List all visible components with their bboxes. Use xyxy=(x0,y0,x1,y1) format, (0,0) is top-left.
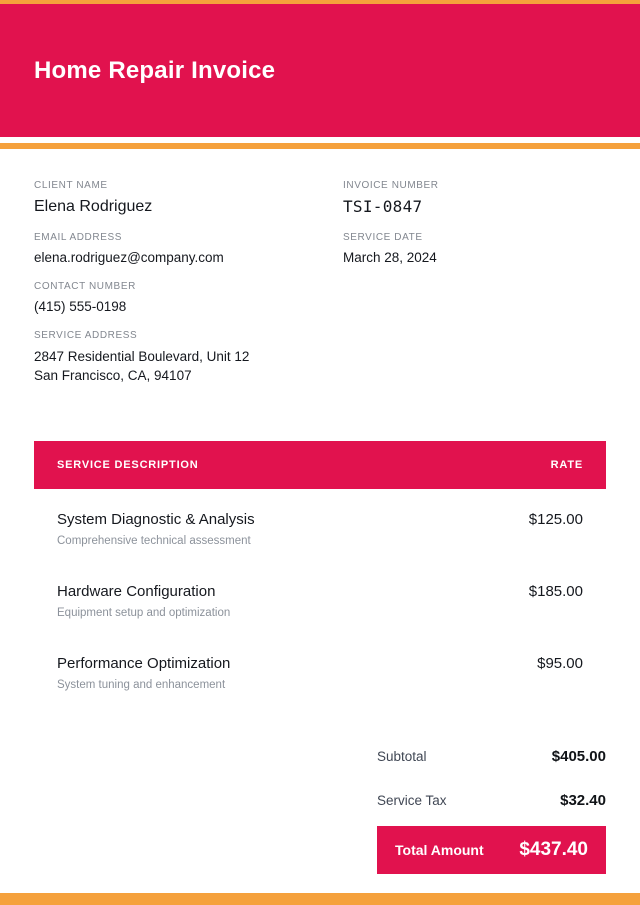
totals-section xyxy=(377,749,606,874)
service-description: System tuning and enhancement xyxy=(57,679,226,691)
table-row xyxy=(34,633,606,705)
invoice-number-value: TSI-0847 xyxy=(343,197,423,216)
service-title: Performance Optimization xyxy=(57,655,231,672)
contact-number-label: CONTACT NUMBER xyxy=(34,281,136,292)
service-date-value: March 28, 2024 xyxy=(343,250,437,265)
subtotal-label: Subtotal xyxy=(377,749,427,764)
field-service-date xyxy=(343,232,606,266)
page-title: Home Repair Invoice xyxy=(34,56,276,84)
client-info-right-column xyxy=(343,180,606,400)
service-cell xyxy=(57,582,230,633)
service-tax-row xyxy=(377,793,606,808)
service-rate: $185.00 xyxy=(528,583,583,600)
service-rate: $95.00 xyxy=(537,655,583,672)
service-cell xyxy=(57,510,255,561)
client-name-value: Elena Rodriguez xyxy=(34,198,153,215)
table-row xyxy=(34,561,606,633)
column-header-rate: RATE xyxy=(550,459,583,471)
field-email-address xyxy=(34,232,343,266)
service-description: Equipment setup and optimization xyxy=(57,607,231,619)
invoice-number-label: INVOICE NUMBER xyxy=(343,180,439,191)
subtotal-row xyxy=(377,749,606,764)
total-amount-label: Total Amount xyxy=(395,842,484,858)
email-address-value: elena.rodriguez@company.com xyxy=(34,250,224,265)
table-header-row xyxy=(34,441,606,489)
table-row xyxy=(34,489,606,561)
service-tax-value: $32.40 xyxy=(560,792,606,809)
client-name-label: CLIENT NAME xyxy=(34,180,108,191)
total-amount-value: $437.40 xyxy=(519,839,588,860)
accent-stripe-bottom xyxy=(0,893,640,905)
service-title: System Diagnostic & Analysis xyxy=(57,511,255,528)
client-info-left-column xyxy=(34,180,343,400)
field-service-address xyxy=(34,330,343,385)
service-cell xyxy=(57,654,230,705)
service-address-label: SERVICE ADDRESS xyxy=(34,330,138,341)
invoice-header xyxy=(0,4,640,137)
subtotal-value: $405.00 xyxy=(551,748,606,765)
client-info-section xyxy=(0,149,640,400)
column-header-service-description: SERVICE DESCRIPTION xyxy=(57,459,199,471)
service-rate: $125.00 xyxy=(528,511,583,528)
service-address-line1: 2847 Residential Boulevard, Unit 12 xyxy=(34,349,250,364)
service-address-line2: San Francisco, CA, 94107 xyxy=(34,368,192,383)
service-date-label: SERVICE DATE xyxy=(343,232,423,243)
service-title: Hardware Configuration xyxy=(57,583,216,600)
email-address-label: EMAIL ADDRESS xyxy=(34,232,123,243)
field-invoice-number xyxy=(343,180,606,217)
service-tax-label: Service Tax xyxy=(377,793,447,808)
services-table xyxy=(34,441,606,705)
total-amount-box xyxy=(377,826,606,874)
field-client-name xyxy=(34,180,343,217)
field-contact-number xyxy=(34,281,343,315)
service-description: Comprehensive technical assessment xyxy=(57,535,251,547)
contact-number-value: (415) 555-0198 xyxy=(34,299,127,314)
